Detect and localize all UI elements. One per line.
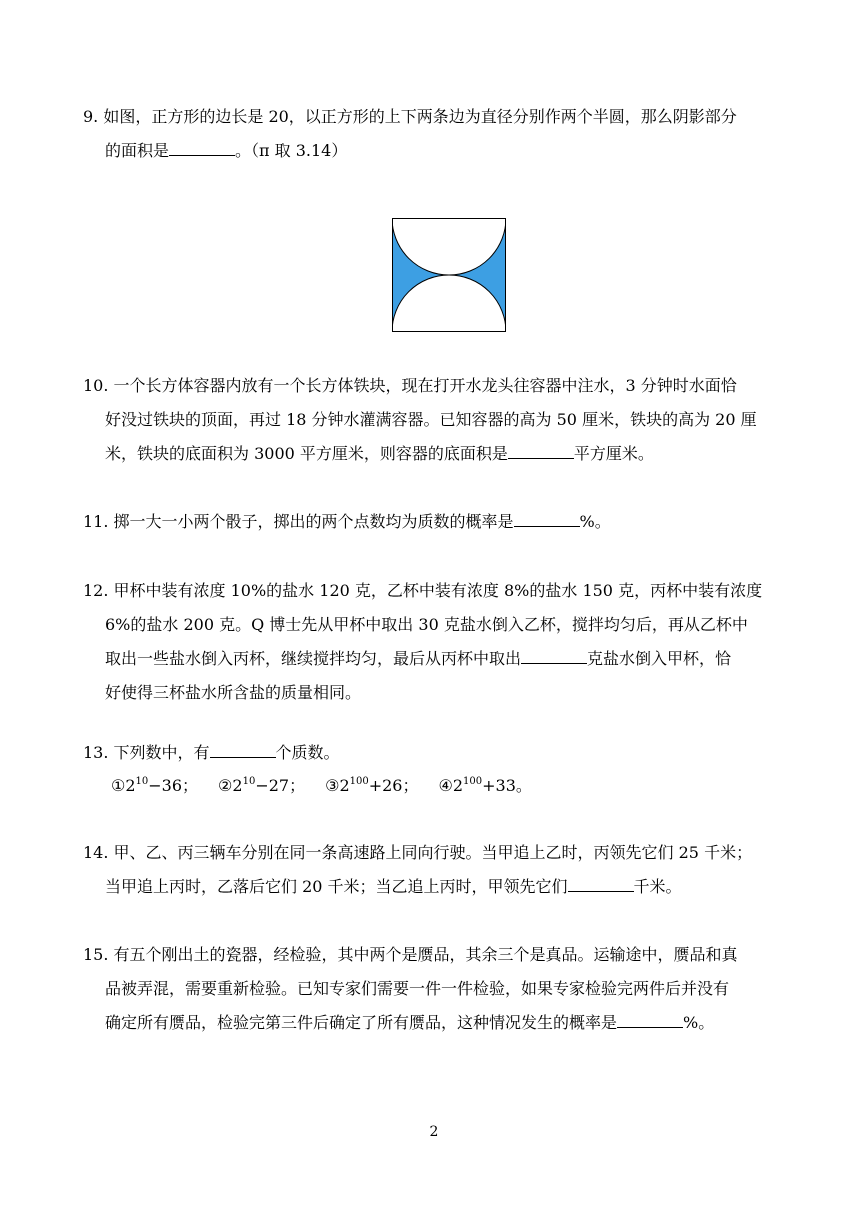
question-12-line-2: 6%的盐水 200 克。Q 博士先从甲杯中取出 30 克盐水倒入乙杯，搅拌均匀后，再从乙杯中 [105, 615, 748, 634]
square-semicircles-figure [392, 218, 506, 332]
shaded-region-left [392, 218, 449, 332]
answer-blank-q12 [521, 649, 587, 664]
answer-blank-q15 [617, 1013, 683, 1028]
question-15-line-1: 15. 有五个刚出土的瓷器，经检验，其中两个是赝品，其余三个是真品。运输途中，赝品和真 [83, 945, 738, 964]
question-10-line-2: 好没过铁块的顶面，再过 18 分钟水灌满容器。已知容器的高为 50 厘米，铁块的高为 20 厘 [105, 410, 757, 429]
answer-blank-q10 [508, 444, 574, 459]
page-number: 2 [429, 1124, 439, 1140]
answer-blank-q9 [169, 141, 235, 156]
option-4: $④2^{100}+33$。 [438, 776, 532, 795]
question-13-line-1: 13. 下列数中，有 个质数。 [83, 743, 340, 762]
answer-blank-q13 [210, 743, 276, 758]
answer-blank-q14 [568, 877, 634, 892]
question-9-line-2: 的面积是 。（π 取 3.14） [105, 141, 348, 160]
question-13-options [111, 775, 532, 797]
question-12-line-3: 取出一些盐水倒入丙杯，继续搅拌均匀，最后从丙杯中取出 克盐水倒入甲杯，恰 [105, 649, 732, 668]
question-14-line-2: 当甲追上丙时，乙落后它们 20 千米；当乙追上丙时，甲领先它们 千米。 [105, 877, 682, 896]
shaded-region-right [449, 218, 506, 332]
option-2: $②2^{10}-27$； [218, 776, 306, 795]
question-14-line-1: 14. 甲、乙、丙三辆车分别在同一条高速路上同向行驶。当甲追上乙时，丙领先它们 25 千米； [83, 843, 753, 862]
option-1: $①2^{10}-36$； [111, 776, 199, 795]
question-15-line-2: 品被弄混，需要重新检验。已知专家们需要一件一件检验，如果专家检验完两件后并没有 [105, 979, 730, 998]
question-12-line-4: 好使得三杯盐水所含盐的质量相同。 [105, 683, 362, 702]
answer-blank-q11 [514, 512, 580, 527]
question-15-line-3: 确定所有赝品，检验完第三件后确定了所有赝品，这种情况发生的概率是 %。 [105, 1013, 715, 1032]
question-11-line-1: 11. 掷一大一小两个骰子，掷出的两个点数均为质数的概率是 %。 [83, 512, 611, 531]
question-12-line-1: 12. 甲杯中装有浓度 10%的盐水 120 克，乙杯中装有浓度 8%的盐水 150 克，丙杯中装有浓度 [83, 581, 763, 600]
option-3: $③2^{100}+26$； [325, 776, 419, 795]
question-10-line-1: 10. 一个长方体容器内放有一个长方体铁块，现在打开水龙头往容器中注水，3 分钟时水面恰 [83, 376, 737, 395]
question-9-line-1 [83, 106, 737, 128]
question-9-text: 9. 如图，正方形的边长是 20，以正方形的上下两条边为直径分别作两个半圆，那么阴影部分 [83, 107, 737, 126]
question-10-line-3: 米，铁块的底面积为 3000 平方厘米，则容器的底面积是 平方厘米。 [105, 444, 654, 463]
